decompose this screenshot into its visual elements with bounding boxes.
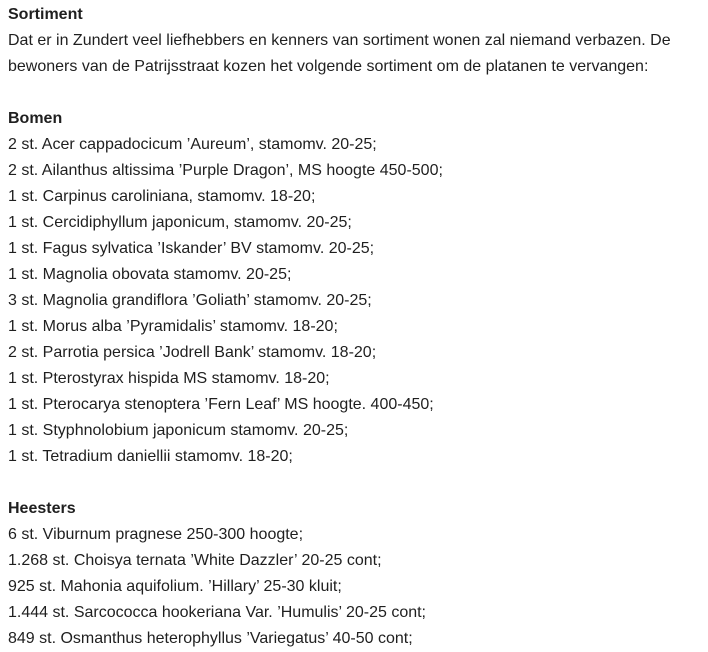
list-item: 925 st. Mahonia aquifolium. ’Hillary’ 25-30 kluit; (8, 578, 342, 595)
bomen-heading: Bomen (8, 110, 63, 127)
list-item: 1.268 st. Choisya ternata ’White Dazzler’ 20-25 cont; (8, 552, 382, 569)
intro-line: Dat er in Zundert veel liefhebbers en kenners van sortiment wonen zal niemand verbazen. De (8, 32, 671, 49)
list-item: 1 st. Pterostyrax hispida MS stamomv. 18-20; (8, 370, 330, 387)
intro-line: bewoners van de Patrijsstraat kozen het volgende sortiment om de platanen te vervangen: (8, 58, 649, 75)
list-item: 1 st. Tetradium daniellii stamomv. 18-20; (8, 448, 293, 465)
list-item: 1 st. Cercidiphyllum japonicum, stamomv. 20-25; (8, 214, 352, 231)
list-item: 2 st. Acer cappadocicum ’Aureum’, stamomv. 20-25; (8, 136, 377, 153)
list-item: 1 st. Magnolia obovata stamomv. 20-25; (8, 266, 292, 283)
list-item: 1.444 st. Sarcococca hookeriana Var. ’Humulis’ 20-25 cont; (8, 604, 426, 621)
bomen-list (8, 132, 702, 470)
list-item: 1 st. Styphnolobium japonicum stamomv. 20-25; (8, 422, 349, 439)
list-item: 849 st. Osmanthus heterophyllus ’Variegatus’ 40-50 cont; (8, 630, 413, 647)
heesters-list (8, 522, 702, 652)
list-item: 1 st. Pterocarya stenoptera ’Fern Leaf’ MS hoogte. 400-450; (8, 396, 434, 413)
list-item: 6 st. Viburnum pragnese 250-300 hoogte; (8, 526, 304, 543)
list-item: 1 st. Carpinus caroliniana, stamomv. 18-20; (8, 188, 316, 205)
spacer (8, 470, 702, 496)
list-item: 1 st. Morus alba ’Pyramidalis’ stamomv. 18-20; (8, 318, 338, 335)
list-item: 2 st. Parrotia persica ’Jodrell Bank’ stamomv. 18-20; (8, 344, 377, 361)
spacer (8, 80, 702, 106)
sortiment-intro (8, 28, 702, 80)
list-item: 2 st. Ailanthus altissima ’Purple Dragon’, MS hoogte 450-500; (8, 162, 443, 179)
list-item: 1 st. Fagus sylvatica ’Iskander’ BV stamomv. 20-25; (8, 240, 375, 257)
sortiment-heading: Sortiment (8, 6, 83, 23)
list-item: 3 st. Magnolia grandiflora ’Goliath’ stamomv. 20-25; (8, 292, 372, 309)
heesters-heading: Heesters (8, 500, 76, 517)
